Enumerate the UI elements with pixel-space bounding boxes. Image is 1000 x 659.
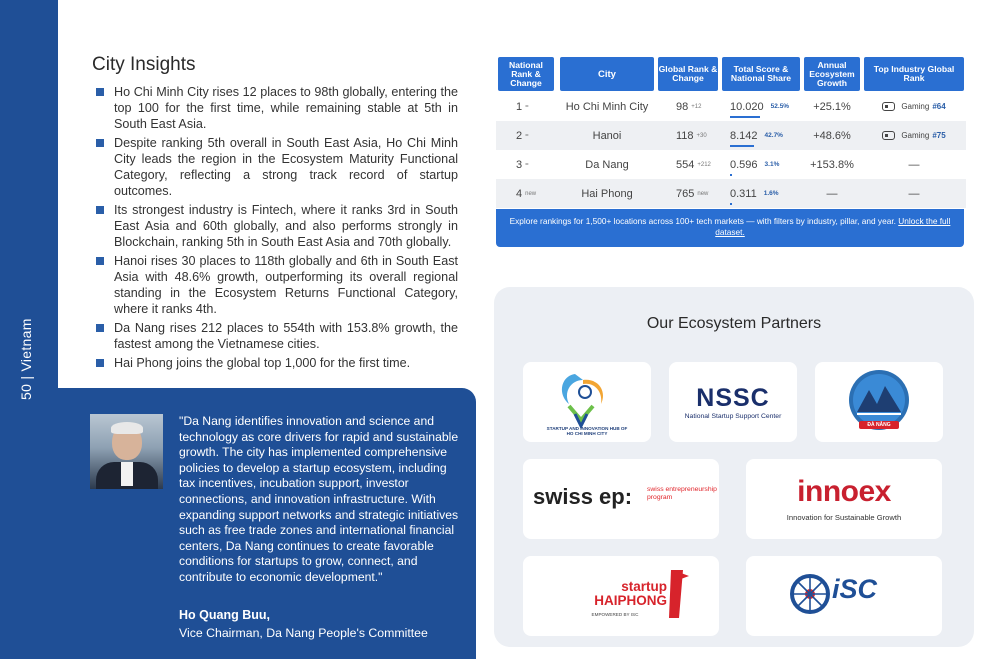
- gamepad-icon: [882, 102, 895, 111]
- quote-role: Vice Chairman, Da Nang People's Committee: [179, 626, 428, 640]
- insight-item: Despite ranking 5th overall in South East Asia, Ho Chi Minh City leads the region in the Ecosystem Maturity Functional Category, reflecting a strong track record of startup outcomes.: [96, 135, 458, 199]
- share-bar: [730, 116, 760, 118]
- industry-rank: #64: [932, 102, 946, 111]
- growth-cell: [804, 92, 860, 121]
- national-rank-cell: [516, 150, 556, 179]
- national-change: =: [525, 161, 529, 168]
- global-rank-cell: [676, 92, 718, 121]
- growth-cell: [804, 121, 860, 150]
- quote-text: "Da Nang identifies innovation and science and technology as core drivers for rapid and sustainable growth. The city has implemented comprehensive policies to develop a startup ecosystem, including tax incentives, incubation support, investor connections, and innovation infrastructure. With expanding support networks and strategic initiatives such as free trade zones and international financial centers, Da Nang continues to create favorable conditions for startups to grow, connect, and contribute to economic development.": [179, 414, 459, 584]
- header-top-industry: Top Industry Global Rank: [864, 57, 964, 91]
- haiphong-caption: EMPOWERED BY ISC: [591, 612, 639, 617]
- industry-cell: [864, 121, 964, 150]
- share-bar: [730, 203, 732, 205]
- speaker-photo: [90, 414, 163, 489]
- city-cell: [560, 92, 654, 121]
- global-rank-cell: [676, 121, 718, 150]
- insight-item: Its strongest industry is Fintech, where it ranks 3rd in South East Asia and 60th globally, and also performs strongly in Blockchain, ranking 5th in South East Asia and 70th globally.: [96, 202, 458, 250]
- total-score: 8.142: [730, 129, 758, 142]
- insight-item: Hai Phong joins the global top 1,000 for the first time.: [96, 355, 458, 371]
- insight-item: Da Nang rises 212 places to 554th with 153.8% growth, the fastest among the Vietnamese cities.: [96, 320, 458, 352]
- swissep-caption: swiss entrepreneurship program: [647, 486, 717, 501]
- table-row: [496, 121, 966, 150]
- national-rank-cell: [516, 179, 556, 208]
- partners-title: Our Ecosystem Partners: [646, 315, 822, 332]
- city-name: Da Nang: [585, 158, 629, 171]
- global-rank: 118: [676, 129, 694, 142]
- bullet-icon: [96, 139, 104, 147]
- annual-growth: —: [826, 187, 838, 200]
- annual-growth: +25.1%: [813, 100, 851, 113]
- city-name: Hai Phong: [581, 187, 633, 200]
- annual-growth: +153.8%: [810, 158, 854, 171]
- national-rank-cell: [516, 92, 556, 121]
- city-cell: [560, 179, 654, 208]
- partner-card-innoex: [746, 459, 942, 539]
- city-cell: [560, 121, 654, 150]
- partner-card-nssc: [669, 362, 797, 442]
- total-score: 10.020: [730, 100, 764, 113]
- total-score: 0.311: [730, 187, 757, 200]
- table-row: [496, 150, 966, 179]
- industry-rank: —: [908, 187, 920, 200]
- bullet-icon: [96, 206, 104, 214]
- national-rank-cell: [516, 121, 556, 150]
- header-national-rank: National Rank & Change: [498, 57, 554, 91]
- national-rank: 2: [516, 129, 523, 142]
- insight-item: Hanoi rises 30 places to 118th globally and 6th in South East Asia with 48.6% growth, outperforming its overall regional standing in the Ecosystem Returns Functional Category, where it ranks 4th.: [96, 253, 458, 317]
- national-share: 1.6%: [763, 190, 779, 197]
- table-row: [496, 179, 966, 208]
- nssc-wordmark: NSSC: [696, 384, 770, 412]
- table-footer: Explore rankings for 1,500+ locations across 100+ tech markets — with filters by industry, pillar, and year. Unlock the full dataset.: [496, 209, 964, 247]
- global-rank-cell: [676, 179, 718, 208]
- growth-cell: [804, 179, 860, 208]
- global-change: +12: [691, 103, 702, 110]
- industry-rank: —: [908, 158, 920, 171]
- industry-name: Gaming: [901, 102, 930, 111]
- partner-card-startup-haiphong: [523, 556, 719, 636]
- bullet-icon: [96, 359, 104, 367]
- swissep-wordmark: swiss ep:: [533, 484, 633, 509]
- nssc-caption: National Startup Support Center: [684, 413, 782, 420]
- city-name: Ho Chi Minh City: [565, 100, 649, 113]
- gamepad-icon: [882, 131, 895, 140]
- national-change: new: [525, 190, 537, 197]
- danang-caption: ĐÀ NẴNG: [859, 421, 899, 429]
- bullet-icon: [96, 257, 104, 265]
- share-bar: [730, 174, 732, 176]
- header-city: City: [560, 57, 654, 91]
- global-change: new: [697, 190, 709, 197]
- national-share: 52.5%: [770, 103, 790, 110]
- score-cell: [730, 179, 804, 208]
- national-rank: 3: [516, 158, 523, 171]
- total-score: 0.596: [730, 158, 758, 171]
- insights-list: [96, 84, 458, 374]
- innoex-caption: Innovation for Sustainable Growth: [786, 513, 902, 522]
- national-rank: 1: [516, 100, 523, 113]
- header-global-rank: Global Rank & Change: [658, 57, 718, 91]
- national-share: 42.7%: [764, 132, 783, 139]
- danang-emblem-icon: [815, 362, 943, 442]
- national-change: =: [525, 132, 529, 139]
- national-change: =: [525, 103, 529, 110]
- haiphong-wordmark: startup HAIPHONG: [594, 579, 667, 608]
- industry-cell: [864, 150, 964, 179]
- insights-title: City Insights: [92, 54, 196, 75]
- insight-item: Ho Chi Minh City rises 12 places to 98th globally, entering the top 100 for the first time, while remaining stable at 5th in South East Asia.: [96, 84, 458, 132]
- global-rank-cell: [676, 150, 718, 179]
- isc-wordmark: iSC: [832, 574, 878, 604]
- growth-cell: [804, 150, 860, 179]
- industry-cell: [864, 179, 964, 208]
- annual-growth: +48.6%: [813, 129, 851, 142]
- city-cell: [560, 150, 654, 179]
- share-bar: [730, 145, 754, 147]
- table-row: [496, 92, 966, 121]
- national-rank: 4: [516, 187, 523, 200]
- innoex-wordmark: innoex: [797, 475, 891, 508]
- industry-cell: [864, 92, 964, 121]
- partner-card-swissep: [523, 459, 719, 539]
- industry-name: Gaming: [901, 131, 930, 140]
- partner-card-isc: [746, 556, 942, 636]
- global-change: +30: [696, 132, 707, 139]
- sihub-caption: STARTUP AND INNOVATION HUB OF HO CHI MINH CITY: [546, 426, 628, 436]
- industry-rank: #75: [932, 131, 946, 140]
- bullet-icon: [96, 88, 104, 96]
- global-change: +212: [697, 161, 711, 168]
- score-cell: [730, 150, 804, 179]
- bullet-icon: [96, 324, 104, 332]
- global-rank: 98: [676, 100, 689, 113]
- global-rank: 554: [676, 158, 695, 171]
- partner-card-danang: [815, 362, 943, 442]
- national-share: 3.1%: [764, 161, 780, 168]
- city-name: Hanoi: [592, 129, 622, 142]
- header-total-score: Total Score & National Share: [722, 57, 800, 91]
- global-rank: 765: [676, 187, 695, 200]
- quote-name: Ho Quang Buu,: [179, 608, 270, 622]
- header-growth: Annual Ecosystem Growth: [804, 57, 860, 91]
- partner-card-sihub: [523, 362, 651, 442]
- partners-panel: [494, 287, 974, 647]
- page-number-label: 50 | Vietnam: [18, 318, 34, 400]
- unlock-dataset-link[interactable]: Unlock the full dataset.: [715, 216, 951, 237]
